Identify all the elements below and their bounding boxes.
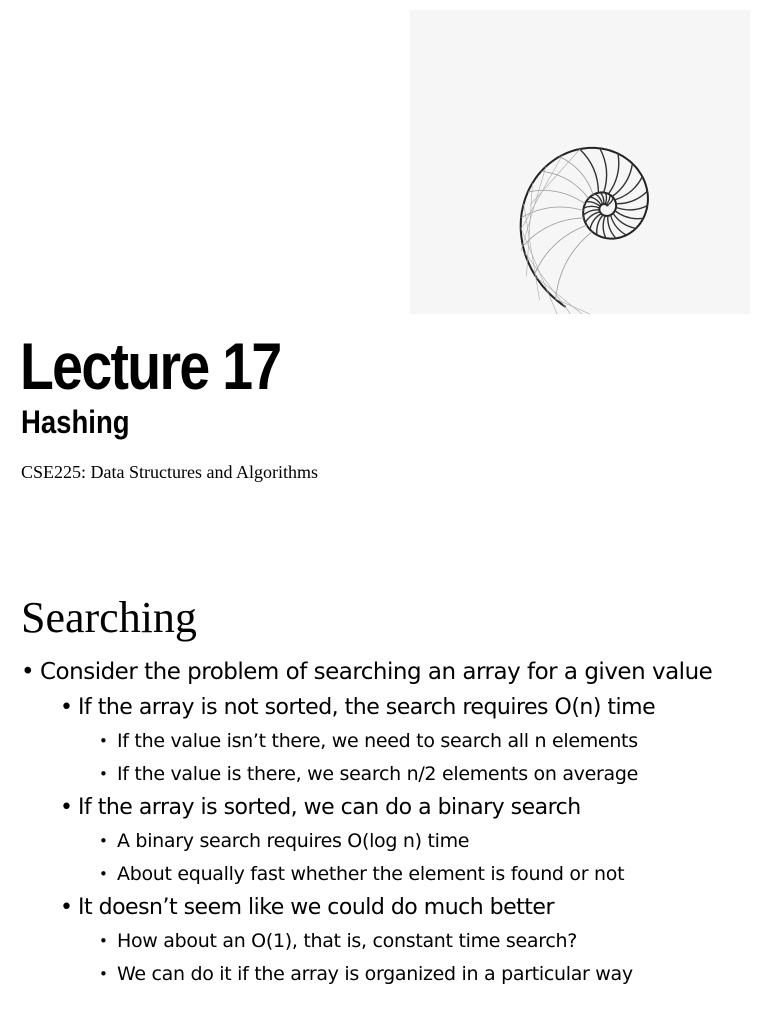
shell-chamber-line (534, 225, 586, 274)
bullet-item (0, 656, 740, 689)
shell-chamber-line (615, 177, 643, 200)
bullet-item (0, 858, 768, 891)
bullet-item (0, 825, 768, 858)
shell-chamber-line (580, 149, 599, 193)
bullet-text: We can do it if the array is organized in a particular way (117, 963, 633, 985)
lecture-title: Lecture 17 (20, 329, 281, 403)
bullet-dot: • (21, 659, 35, 685)
shell-chamber-line (605, 193, 606, 204)
bullet-dot: • (99, 932, 108, 950)
shell-chamber-line (584, 206, 600, 208)
bullet-item (0, 958, 768, 991)
shell-chamber-line (597, 215, 603, 235)
bullet-dot: • (60, 795, 73, 820)
shell-chamber-line (616, 206, 647, 210)
shell-chamber-line (603, 216, 606, 238)
shell-chamber-line (556, 232, 593, 300)
bullet-item (0, 758, 768, 791)
bullet-text: If the value is there, we search n/2 elements on average (117, 763, 639, 785)
bullet-dot: • (99, 965, 108, 983)
shell-mesh-line (525, 253, 587, 314)
shell-chamber-line (600, 148, 607, 192)
bullet-text: About equally fast whether the element is found or not (117, 863, 625, 885)
bullet-text: Consider the problem of searching an array for a given value (40, 659, 713, 685)
bullet-text: How about an O(1), that is, constant time search? (117, 930, 578, 952)
bullet-item (0, 691, 768, 725)
shell-chamber-line (559, 157, 593, 195)
bullet-item (0, 891, 768, 925)
shell-chamber-line (523, 218, 584, 246)
bullet-item (0, 925, 768, 958)
shell-mesh-line (555, 299, 654, 314)
bullet-text: If the array is not sorted, the search requires O(n) time (78, 695, 656, 720)
course-name: CSE225: Data Structures and Algorithms (21, 462, 318, 482)
bullet-dot: • (99, 832, 108, 850)
bullet-list (0, 656, 768, 991)
bullet-text: If the array is sorted, we can do a binary search (78, 795, 581, 820)
bullet-dot: • (60, 895, 73, 920)
shell-outline (521, 148, 648, 307)
bullet-dot: • (99, 865, 108, 883)
shell-mesh-line (521, 167, 546, 251)
bullet-item (0, 725, 768, 758)
shell-chamber-line (611, 215, 627, 235)
bullet-text: If the value isn’t there, we need to search all n elements (117, 730, 638, 752)
bullet-item (0, 791, 768, 825)
shell-chamber-line (608, 154, 618, 194)
shell-chamber-line (615, 211, 643, 219)
bullet-dot: • (99, 765, 108, 783)
bullet-text: It doesn’t seem like we could do much better (78, 895, 554, 920)
lecture-subtitle: Hashing (21, 404, 130, 440)
shell-mesh-line (524, 204, 540, 300)
bullet-dot: • (60, 695, 73, 720)
bullet-text: A binary search requires O(log n) time (117, 830, 470, 852)
nautilus-shell-image (410, 10, 750, 314)
slide-heading: Searching (21, 593, 197, 642)
bullet-dot: • (99, 732, 108, 750)
